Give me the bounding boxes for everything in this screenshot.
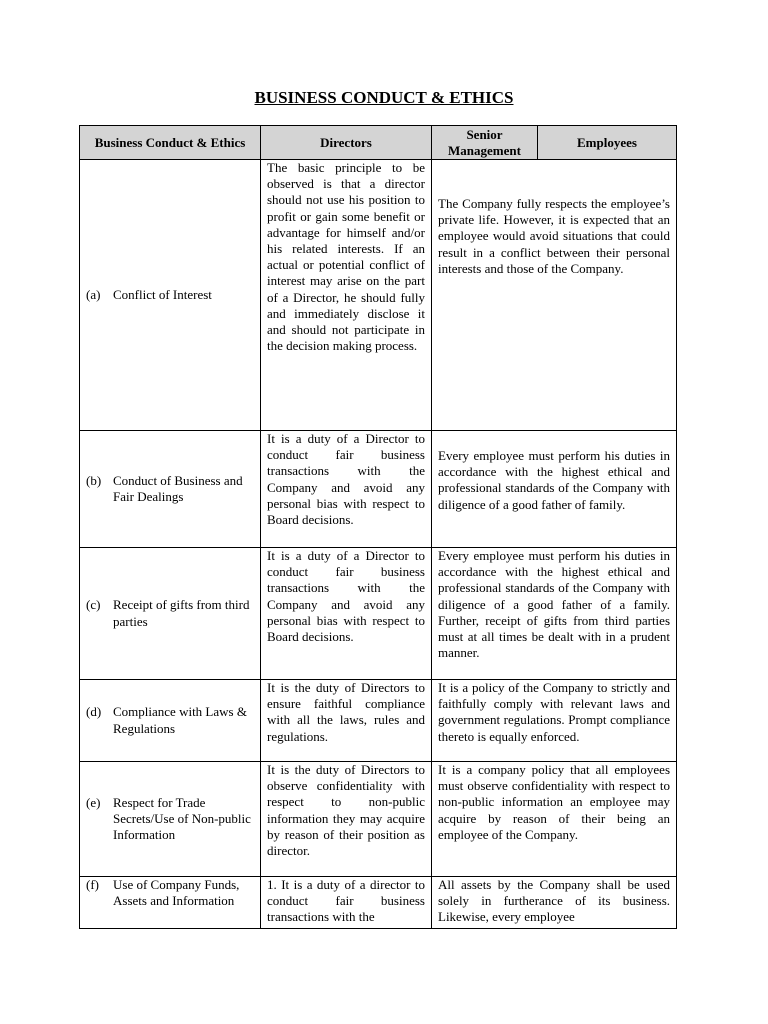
row-letter: (f) xyxy=(86,877,99,892)
table-row xyxy=(80,431,677,548)
employees-cell: It is a company policy that all employees must observe confidentiality with respect to non-public information an employee may acquire by reason of their being an employee of the Company. xyxy=(432,762,677,877)
row-letter: (e) xyxy=(86,794,101,810)
ethics-table xyxy=(79,125,677,929)
header-business-conduct: Business Conduct & Ethics xyxy=(80,126,261,160)
employees-cell: Every employee must perform his duties in accordance with the highest ethical and professional standards of the Company with diligence of a good father of a family. Further, receipt of gifts from third parties must at all times be dealt with in a prudent manner. xyxy=(432,548,677,680)
employees-cell: Every employee must perform his duties in accordance with the highest ethical and professional standards of the Company with diligence of a good father of family. xyxy=(432,431,677,548)
row-letter: (b) xyxy=(86,472,102,488)
directors-cell: It is the duty of Directors to ensure faithful compliance with all the laws, rules and regulations. xyxy=(261,680,432,762)
table-row xyxy=(80,548,677,680)
employees-cell: It is a policy of the Company to strictly and faithfully comply with relevant laws and government regulations. Prompt compliance thereto is equally enforced. xyxy=(432,680,677,762)
row-letter: (a) xyxy=(86,286,101,302)
table-row xyxy=(80,877,677,929)
table-row xyxy=(80,680,677,762)
row-label xyxy=(80,431,261,548)
employees-cell: The Company fully respects the employee’s private life. However, it is expected that an employee would avoid situations that could result in a conflict between their personal interests and those of the Company. xyxy=(432,160,677,431)
header-directors: Directors xyxy=(261,126,432,160)
directors-cell: 1. It is a duty of a director to conduct fair business transactions with the xyxy=(261,877,432,929)
row-label xyxy=(80,877,261,929)
directors-cell: It is a duty of a Director to conduct fair business transactions with the Company and avoid any personal bias with respect to Board decisions. xyxy=(261,431,432,548)
row-topic: Conduct of Business and Fair Dealings xyxy=(113,472,243,504)
row-letter: (d) xyxy=(86,704,102,720)
directors-cell: It is the duty of Directors to observe confidentiality with respect to non-public information they may acquire by reason of their position as director. xyxy=(261,762,432,877)
table-row xyxy=(80,160,677,431)
row-label xyxy=(80,762,261,877)
directors-cell: It is a duty of a Director to conduct fair business transactions with the Company and avoid any personal bias with respect to Board decisions. xyxy=(261,548,432,680)
row-label xyxy=(80,548,261,680)
row-topic: Compliance with Laws & Regulations xyxy=(113,704,247,736)
row-topic: Conflict of Interest xyxy=(113,286,212,302)
row-letter: (c) xyxy=(86,597,101,613)
header-employees: Employees xyxy=(538,126,677,160)
header-senior-management: Senior Management xyxy=(432,126,538,160)
table-row xyxy=(80,762,677,877)
header-row xyxy=(80,126,677,160)
row-topic: Receipt of gifts from third parties xyxy=(113,597,250,629)
directors-cell: The basic principle to be observed is that a director should not use his position to profit or gain some benefit or advantage for himself and/or his related interests. If an actual or potential conflict of interest may arise on the part of a Director, he should fully and immediately disclose it and should not participate in the decision making process. xyxy=(261,160,432,431)
row-topic: Respect for Trade Secrets/Use of Non-public Information xyxy=(113,794,251,843)
employees-cell: All assets by the Company shall be used solely in furtherance of its business. Likewise, every employee xyxy=(432,877,677,929)
row-label xyxy=(80,680,261,762)
page-title: BUSINESS CONDUCT & ETHICS xyxy=(254,88,514,107)
row-label xyxy=(80,160,261,431)
row-topic: Use of Company Funds, Assets and Information xyxy=(113,877,240,909)
